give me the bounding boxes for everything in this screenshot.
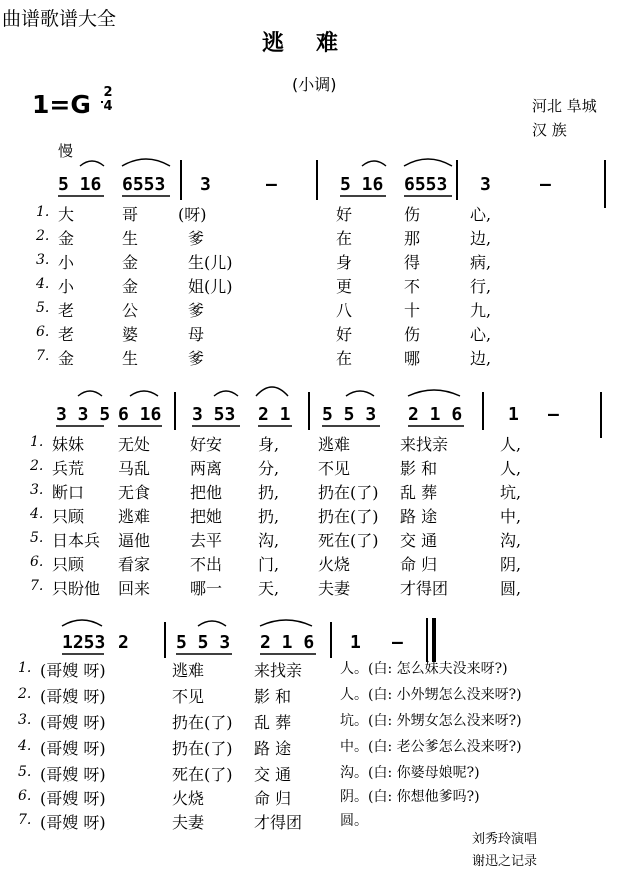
lyric: (哥嫂 呀) [40, 661, 106, 680]
lyric: 更 [336, 277, 353, 296]
lyric: 生 [122, 349, 139, 368]
lyric: 路 途 [400, 507, 438, 526]
verse-number: 1. [36, 204, 50, 220]
lyric: 阴, [500, 555, 522, 574]
lyric: 老 [58, 301, 75, 320]
verse-number: 2. [18, 686, 32, 702]
notes-2-4: 2 1 [258, 404, 291, 425]
lyric: 哪 [404, 349, 421, 368]
lyric: (哥嫂 呀) [40, 687, 106, 706]
verse-number: 7. [30, 578, 44, 594]
notes-3-4: 2 1 6 [260, 632, 315, 653]
lyric: 伤 [404, 325, 421, 344]
notes-3-6: – [392, 632, 403, 653]
time-denominator: 4 [103, 99, 113, 114]
lyric: 金 [58, 349, 75, 368]
origin-region: 河北 阜城 [532, 97, 597, 115]
lyric: 分, [258, 459, 280, 478]
verse-number: 6. [36, 324, 50, 340]
lyric: 姐(儿) [188, 277, 233, 296]
notes-1-5: 5 16 [340, 174, 384, 195]
notes-1-3: 3 [200, 174, 211, 195]
lyric: 命 归 [400, 555, 438, 574]
notes-2-2: 6 16 [118, 404, 162, 425]
lyric: 影 和 [400, 459, 438, 478]
lyric: 圆。 [340, 813, 368, 829]
notes-2-5: 5 5 3 [322, 404, 377, 425]
notes-1-6: 6553 [404, 174, 448, 195]
lyric: 门, [258, 555, 280, 574]
lyric: 好 [336, 205, 353, 224]
lyric: 夫妻 [172, 813, 205, 832]
lyric: 扔, [258, 507, 280, 526]
lyric: 人。(白: 怎么妹夫没来呀?) [340, 661, 508, 677]
lyric: 来找亲 [400, 435, 449, 454]
lyric: 心, [470, 325, 492, 344]
lyric: 来找亲 [254, 661, 303, 680]
notes-2-7: 1 [508, 404, 519, 425]
lyric: 把她 [190, 507, 223, 526]
song-subtitle: (小调) [292, 75, 337, 94]
lyric: 马乱 [118, 459, 151, 478]
lyric: 扔在(了) [172, 739, 233, 758]
lyric: 天, [258, 579, 280, 598]
lyric: 逃难 [172, 661, 205, 680]
notes-3-1: 1253 [62, 632, 106, 653]
lyric: 逃难 [118, 507, 151, 526]
slur [130, 391, 158, 396]
verse-number: 1. [18, 660, 32, 676]
lyric: 日本兵 [52, 531, 101, 550]
lyric: 哥 [122, 205, 139, 224]
lyric: 边, [470, 229, 492, 248]
time-numerator: 2 [103, 85, 113, 100]
lyric: (呀) [178, 205, 207, 224]
slur [78, 391, 102, 396]
notes-2-3: 3 53 [192, 404, 236, 425]
site-watermark: 曲谱歌谱大全 [2, 8, 117, 30]
lyric: 夫妻 [318, 579, 351, 598]
lyric: 看家 [118, 555, 151, 574]
verse-number: 3. [18, 712, 32, 728]
verse-number: 2. [36, 228, 50, 244]
verse-number: 7. [18, 812, 32, 828]
notes-2-8: – [548, 404, 559, 425]
lyric: 那 [404, 229, 421, 248]
verse-number: 4. [36, 276, 50, 292]
notes-3-2: 2 [118, 632, 129, 653]
slur [404, 159, 452, 166]
slur [214, 391, 238, 396]
lyric: 中。(白: 老公爹怎么没来呀?) [340, 739, 522, 755]
lyric: 交 通 [254, 765, 292, 784]
verse-number: 6. [30, 554, 44, 570]
slur [256, 387, 288, 396]
lyric: 生(儿) [188, 253, 233, 272]
verse-number: 5. [18, 764, 32, 780]
lyric: 婆 [122, 325, 139, 344]
lyric: 伤 [404, 205, 421, 224]
verse-number: 5. [30, 530, 44, 546]
lyric: 去平 [190, 531, 223, 550]
lyric: 兵荒 [52, 459, 85, 478]
lyric: 爹 [188, 301, 205, 320]
notes-1-8: – [540, 174, 551, 195]
lyric: 扔, [258, 483, 280, 502]
origin-ethnicity: 汉 族 [532, 121, 567, 139]
lyric: 只盼他 [52, 579, 101, 598]
lyric: 坑。(白: 外甥女怎么没来呀?) [340, 713, 522, 729]
lyric: 小 [58, 277, 75, 296]
notes-1-1: 5 16 [58, 174, 102, 195]
lyric: (哥嫂 呀) [40, 739, 106, 758]
lyric: 沟, [258, 531, 280, 550]
lyric: 生 [122, 229, 139, 248]
lyric: 好 [336, 325, 353, 344]
lyric: 不见 [318, 459, 351, 478]
lyric: 乱 葬 [400, 483, 438, 502]
lyric: (哥嫂 呀) [40, 813, 106, 832]
notes-2-1: 3 3 5 [56, 404, 111, 425]
notes-1-7: 3 [480, 174, 491, 195]
lyric: 只顾 [52, 555, 85, 574]
key-signature: 1=G [32, 90, 91, 119]
lyric: 坑, [500, 483, 522, 502]
lyric: 在 [336, 229, 353, 248]
lyric: (哥嫂 呀) [40, 789, 106, 808]
lyric: 扔在(了) [172, 713, 233, 732]
lyric: 小 [58, 253, 75, 272]
lyric: 回来 [118, 579, 151, 598]
lyric: 乱 葬 [254, 713, 292, 732]
verse-number: 7. [36, 348, 50, 364]
lyric: 断口 [52, 483, 85, 502]
notes-3-3: 5 5 3 [176, 632, 231, 653]
verse-number: 3. [36, 252, 50, 268]
lyric: 哪一 [190, 579, 223, 598]
lyric: 公 [122, 301, 139, 320]
lyric: 扔在(了) [318, 483, 379, 502]
slur [198, 621, 226, 626]
lyric: 沟。(白: 你婆母娘呢?) [340, 765, 480, 781]
tempo-marking: 慢 [58, 142, 74, 160]
verse-number: 5. [36, 300, 50, 316]
lyric: 身 [336, 253, 353, 272]
lyric: 金 [122, 253, 139, 272]
lyric: 母 [188, 325, 205, 344]
lyric: 逼他 [118, 531, 151, 550]
lyric: 才得团 [400, 579, 449, 598]
lyric: 行, [470, 277, 492, 296]
slur [362, 161, 386, 166]
lyric: (哥嫂 呀) [40, 765, 106, 784]
lyric: 得 [404, 253, 421, 272]
lyric: 金 [122, 277, 139, 296]
lyric: 好安 [190, 435, 223, 454]
lyric: 影 和 [254, 687, 292, 706]
lyric: 命 归 [254, 789, 292, 808]
slur [260, 620, 312, 626]
lyric: 路 途 [254, 739, 292, 758]
lyric: 十 [404, 301, 421, 320]
lyric: 金 [58, 229, 75, 248]
lyric: 死在(了) [172, 765, 233, 784]
lyric: 人。(白: 小外甥怎么没来呀?) [340, 687, 522, 703]
lyric: 把他 [190, 483, 223, 502]
lyric: 才得团 [254, 813, 303, 832]
lyric: 交 通 [400, 531, 438, 550]
notes-2-6: 2 1 6 [408, 404, 463, 425]
slur [80, 161, 104, 166]
lyric: 病, [470, 253, 492, 272]
lyric: 人, [500, 435, 522, 454]
verse-number: 3. [30, 482, 44, 498]
notes-1-4: – [266, 174, 277, 195]
lyric: 沟, [500, 531, 522, 550]
performer-credit: 刘秀玲演唱 [472, 832, 538, 847]
lyric: 火烧 [172, 789, 205, 808]
verse-number: 2. [30, 458, 44, 474]
lyric: 逃难 [318, 435, 351, 454]
lyric: 爹 [188, 229, 205, 248]
slur [346, 391, 374, 396]
lyric: 不 [404, 277, 421, 296]
slur [408, 390, 460, 396]
verse-number: 4. [18, 738, 32, 754]
lyric: 妹妹 [52, 435, 85, 454]
verse-number: 1. [30, 434, 44, 450]
lyric: 八 [336, 301, 353, 320]
lyric: 无处 [118, 435, 151, 454]
lyric: 在 [336, 349, 353, 368]
lyric: 心, [470, 205, 492, 224]
lyric: 不见 [172, 687, 205, 706]
lyric: 人, [500, 459, 522, 478]
lyric: 死在(了) [318, 531, 379, 550]
lyric: 不出 [190, 555, 223, 574]
lyric: 大 [58, 205, 75, 224]
lyric: 老 [58, 325, 75, 344]
notes-3-5: 1 [350, 632, 361, 653]
lyric: 火烧 [318, 555, 351, 574]
verse-number: 6. [18, 788, 32, 804]
lyric: 阴。(白: 你想他爹吗?) [340, 789, 480, 805]
lyric: 只顾 [52, 507, 85, 526]
lyric: (哥嫂 呀) [40, 713, 106, 732]
lyric: 中, [500, 507, 522, 526]
slur [122, 159, 170, 166]
lyric: 无食 [118, 483, 151, 502]
lyric: 爹 [188, 349, 205, 368]
verse-number: 4. [30, 506, 44, 522]
lyric: 圆, [500, 579, 522, 598]
lyric: 扔在(了) [318, 507, 379, 526]
lyric: 两离 [190, 459, 223, 478]
lyric: 边, [470, 349, 492, 368]
lyric: 身, [258, 435, 280, 454]
song-title: 逃难 [262, 31, 371, 56]
lyric: 九, [470, 301, 492, 320]
notes-1-2: 6553 [122, 174, 166, 195]
slur [62, 620, 102, 626]
transcriber-credit: 谢迅之记录 [472, 854, 538, 869]
